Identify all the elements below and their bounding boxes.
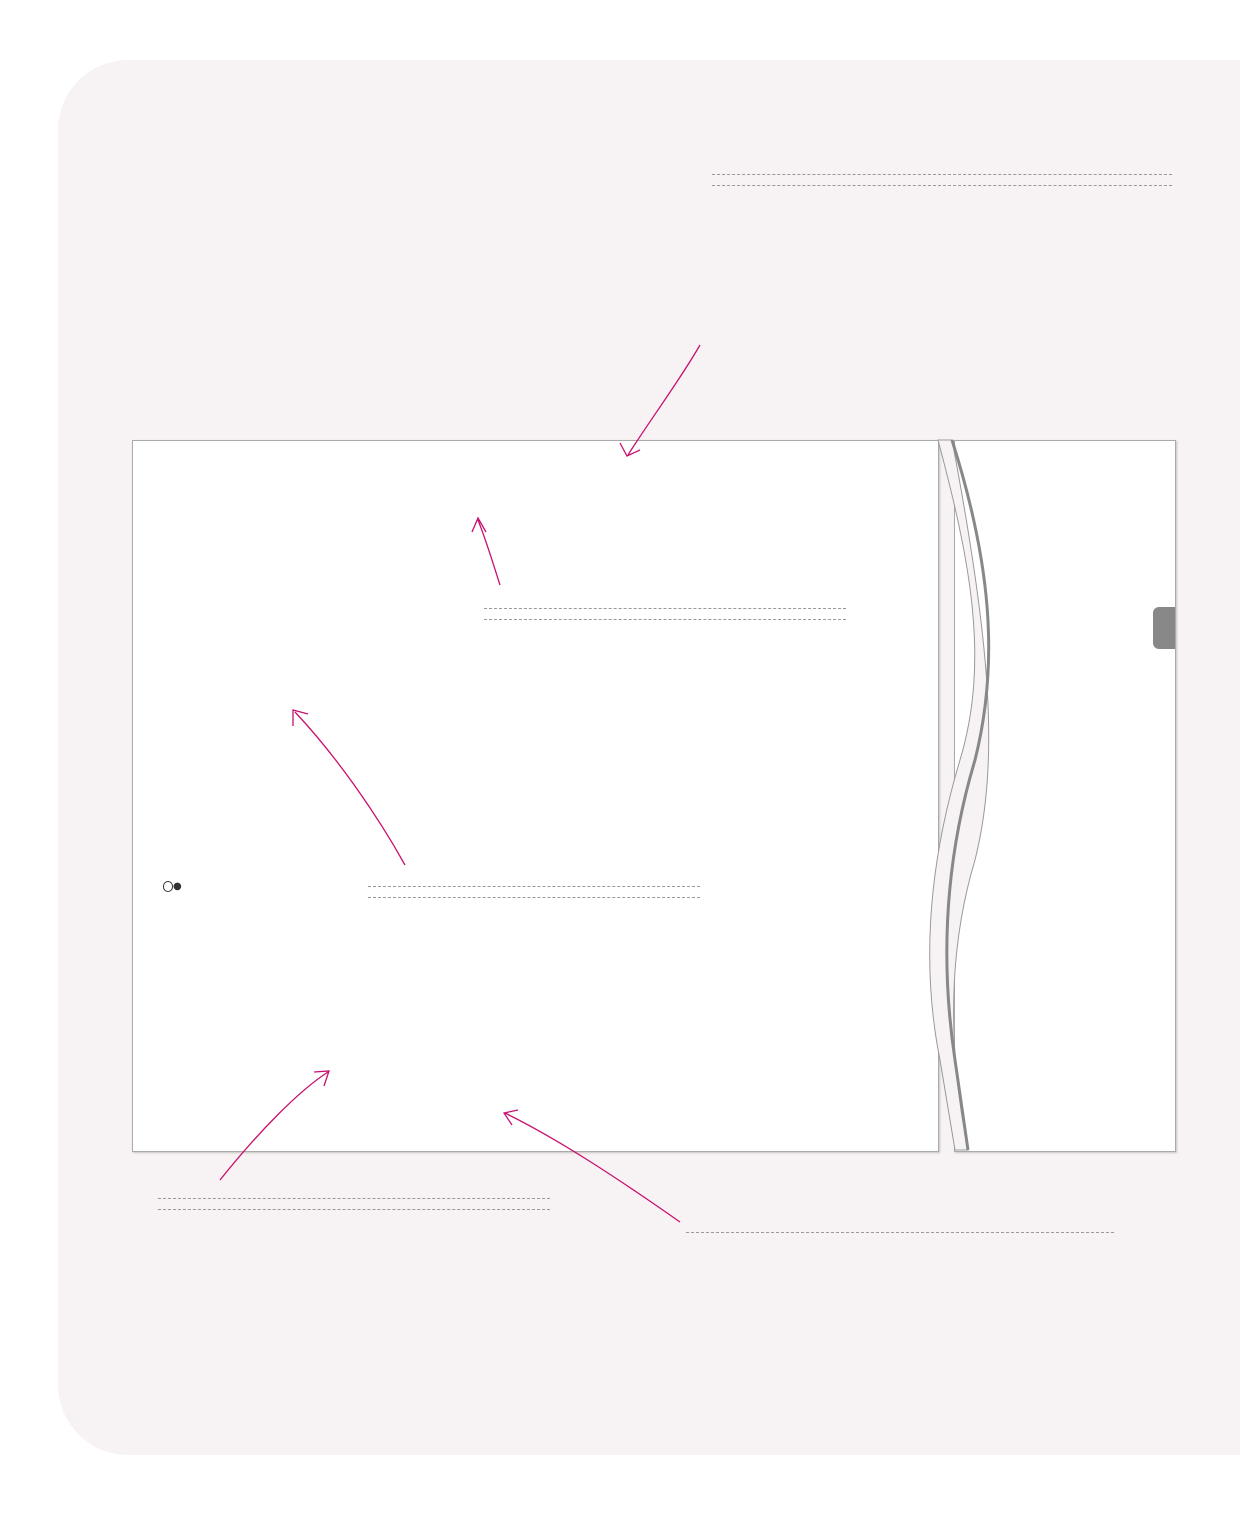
teapot-icon: ● — [173, 881, 182, 892]
callout-title — [686, 1222, 1114, 1233]
callout-title-line — [484, 598, 846, 609]
hint-badge — [163, 881, 173, 892]
callout-title-line — [158, 1188, 550, 1199]
callout-title — [484, 598, 846, 620]
callout-income — [158, 1188, 550, 1220]
month-tab[interactable] — [1153, 607, 1175, 649]
callout-date — [354, 866, 714, 1042]
callout-expense-categories — [712, 164, 1172, 196]
callout-title-line — [686, 1222, 1114, 1233]
callout-title-line — [368, 887, 700, 898]
callout-title-line — [368, 876, 700, 887]
callout-title — [158, 1188, 550, 1210]
callout-title — [712, 164, 1172, 186]
callout-title-line — [484, 609, 846, 620]
callout-cashless — [468, 586, 862, 836]
callout-totals — [686, 1222, 1114, 1243]
callout-title — [368, 876, 700, 898]
callout-title-line — [712, 175, 1172, 186]
hint-title — [163, 881, 263, 892]
callout-title-line — [158, 1199, 550, 1210]
callout-title-line — [712, 164, 1172, 175]
lifestyle-hint — [163, 881, 263, 898]
notebook-right-page — [954, 440, 1176, 1152]
